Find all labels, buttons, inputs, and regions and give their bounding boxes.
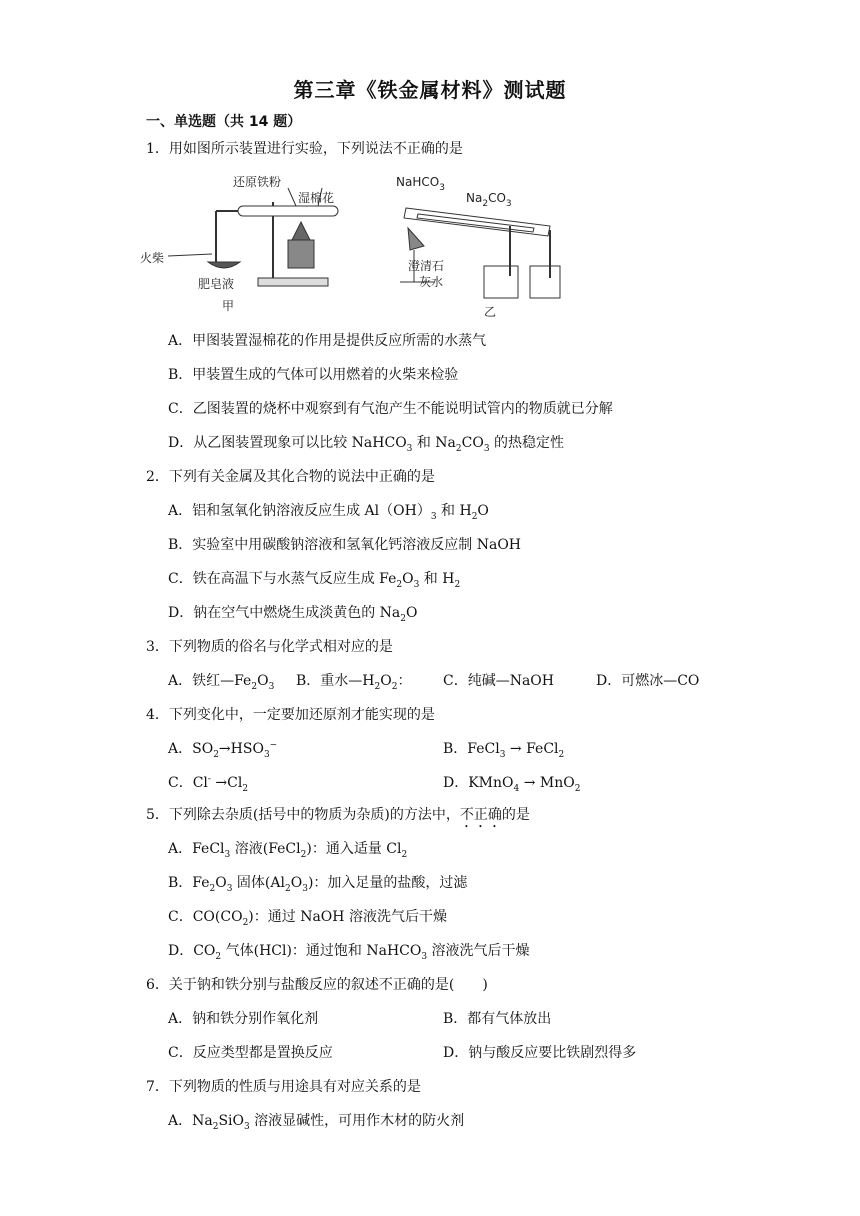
question-1-stem: 1．用如图所示装置进行实验，下列说法不正确的是 bbox=[146, 141, 463, 157]
q6-option-a: A．钠和铁分别作氧化剂 bbox=[168, 1011, 319, 1027]
label-jia: 甲 bbox=[222, 299, 235, 313]
label-limewater-2: 灰水 bbox=[419, 275, 444, 289]
apparatus-yi-diagram bbox=[396, 175, 560, 319]
q4-option-c: C．$Cl^- \to Cl_2$ bbox=[168, 774, 249, 794]
q6-option-d: D．钠与酸反应要比铁剧烈得多 bbox=[443, 1045, 637, 1061]
q1-option-c: C．乙图装置的烧杯中观察到有气泡产生不能说明试管内的物质就已分解 bbox=[168, 401, 613, 417]
question-2-stem: 2．下列有关金属及其化合物的说法中正确的是 bbox=[146, 469, 435, 485]
section-heading: 一、单选题（共 14 题） bbox=[146, 114, 302, 130]
q2-option-a: A．铝和氢氧化钠溶液反应生成 $Al(OH)_3$ 和 $H_2O$ bbox=[168, 503, 489, 522]
question-4-stem: 4．下列变化中，一定要加还原剂才能实现的是 bbox=[146, 707, 435, 723]
label-na2co3: $Na_2CO_3$ bbox=[466, 191, 512, 209]
q5-option-d: D．$CO_2$ 气体(HCl)：通过饱和 NaHCO$_3$ 溶液洗气后干燥 bbox=[168, 943, 530, 962]
label-iron-powder: 还原铁粉 bbox=[233, 175, 282, 189]
q5-option-a: A．FeCl$_3$ 溶液(FeCl$_2$)：通入适量 $Cl_2$ bbox=[168, 841, 408, 860]
q5-option-b: B．$Fe_2O_3$ 固体$(Al_2O_3)$：加入足量的盐酸，过滤 bbox=[168, 875, 468, 894]
label-nahco3: NaHCO$_3$ bbox=[396, 175, 445, 193]
q3-option-c: C．纯碱—NaOH bbox=[443, 673, 554, 689]
label-yi: 乙 bbox=[484, 305, 497, 319]
q1-option-d: D．从乙图装置现象可以比较 NaHCO$_3$ 和 $Na_2CO_3$ 的热稳定性 bbox=[168, 435, 565, 454]
q3-option-d: D．可燃冰—CO bbox=[596, 673, 700, 689]
question-3-stem: 3．下列物质的俗名与化学式相对应的是 bbox=[146, 639, 393, 655]
question-6-stem: 6．关于钠和铁分别与盐酸反应的叙述不正确的是( ) bbox=[146, 977, 488, 993]
q7-option-a: A．$Na_2SiO_3$ 溶液显碱性，可用作木材的防火剂 bbox=[168, 1113, 465, 1132]
q6-option-b: B．都有气体放出 bbox=[443, 1011, 552, 1027]
q5-option-c: C．$CO(CO_2)$：通过 NaOH 溶液洗气后干燥 bbox=[168, 909, 447, 928]
q4-option-b: B．FeCl$_3$ → FeCl$_2$ bbox=[443, 741, 565, 760]
q4-option-a: A．$SO_2\to HSO_3^-$ bbox=[168, 740, 278, 760]
q1-option-b: B．甲装置生成的气体可以用燃着的火柴来检验 bbox=[168, 367, 459, 383]
emphasized-text: 不正确 bbox=[459, 807, 502, 823]
q1-option-a: A．甲图装置湿棉花的作用是提供反应所需的水蒸气 bbox=[168, 333, 487, 349]
label-limewater-1: 澄清石 bbox=[408, 259, 445, 273]
q2-option-c: C．铁在高温下与水蒸气反应生成 $Fe_2O_3$ 和 $H_2$ bbox=[168, 571, 461, 590]
q2-option-b: B．实验室中用碳酸钠溶液和氢氧化钙溶液反应制 NaOH bbox=[168, 537, 522, 553]
label-wet-cotton: 湿棉花 bbox=[298, 191, 335, 205]
question-5-stem: 5．下列除去杂质(括号中的物质为杂质)的方法中，不正确的是 bbox=[146, 807, 530, 823]
question-7-stem: 7．下列物质的性质与用途具有对应关系的是 bbox=[146, 1079, 421, 1095]
page-title: 第三章《铁金属材料》测试题 bbox=[293, 78, 567, 102]
q3-option-b: B．重水$—H_2O_2$： bbox=[296, 673, 412, 692]
apparatus-jia-diagram bbox=[140, 174, 338, 313]
q4-option-d: D．KMnO$_4$ → MnO$_2$ bbox=[443, 775, 581, 794]
q6-option-c: C．反应类型都是置换反应 bbox=[168, 1045, 333, 1061]
question-1-figure bbox=[138, 170, 578, 322]
label-soap-solution: 肥皂液 bbox=[198, 277, 235, 291]
q3-option-a: A．铁红$—Fe_2O_3$ bbox=[168, 673, 275, 692]
label-match: 火柴 bbox=[140, 251, 165, 265]
q2-option-d: D．钠在空气中燃烧生成淡黄色的 $Na_2O$ bbox=[168, 605, 418, 624]
